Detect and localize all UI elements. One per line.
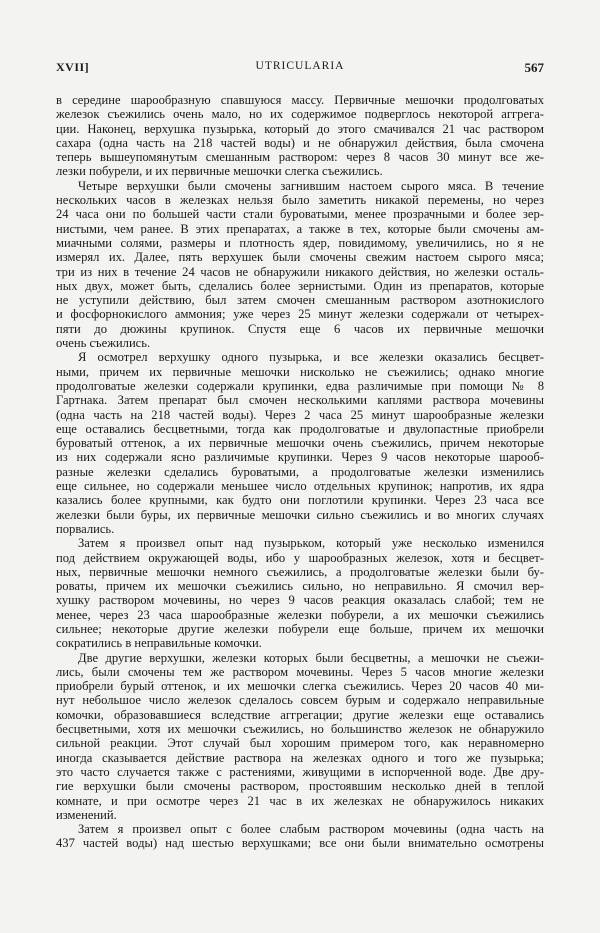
text-line: Две другие верхушки, железки которых были бесцветны, а мешочки не съежи- [78,650,544,665]
text-line: сахара (одна часть на 218 частей воды) и не обнаружил действия, была смочена [56,135,544,150]
text-line: три из них в течение 24 часов не обнаружили никакого действия, но железки осталь- [56,264,544,279]
text-line: изменений. [56,807,117,822]
running-title: UTRICULARIA [255,60,345,72]
text-line: Гартнака. Затем препарат был смочен несколькими каплями раствора мочевины [56,393,544,408]
text-line: и фосфорнокислого аммония; уже через 25 минут железки содержали от четырех- [56,307,544,322]
text-line: Четыре верхушки были смочены загнившим настоем сырого мяса. В течение [78,178,544,193]
text-line: ными, причем их первичные мешочки нисколько не съежились; однако многие [56,364,544,379]
text-line: комнате, и при осмотре через 21 час в их железках не обнаружилось никаких [56,793,544,808]
text-line: продолговатые железки содержали крупинки, едва различимые при помощи № 8 [56,378,544,393]
text-line: роваты, причем их мешочки съежились сильно, но неправильно. Я смочил вер- [56,579,544,594]
text-line: сократились в неправильные комочки. [56,636,262,651]
text-line: гие верхушки были смочены раствором, простоявшим несколько дней в теплой [56,779,544,794]
text-line: еще оставались бесцветными, тогда как продолговатые и двулопастные приобрели [56,421,544,436]
text-line: измерял их. Далее, пять верхушек были смочены свежим настоем сырого мяса; [56,250,544,265]
text-line: еще сильнее, но содержали меньшее число отдельных крупинок; напротив, их ядра [56,479,544,494]
text-line: менее, через 23 часа шарообразные железки побурели, а их мешочки съежились [56,607,544,622]
text-line: пяти до дюжины крупинок. Спустя еще 6 часов их первичные мешочки [56,321,544,336]
text-line: бесцветными, хотя их мешочки съежились, но большинство железок не обнаружило [56,722,544,737]
text-line: нут небольшое число железок сделалось совсем бурым и содержало неправильные [56,693,544,708]
text-line: сильной реакции. Этот случай был хорошим примером того, как неравномерно [56,736,544,751]
text-line: нескольких часов в железках нельзя было заметить никакой перемены, но через [56,193,544,208]
text-line: железок съежились очень мало, но их содержимое подверглось некоторой аггрега- [56,107,544,122]
text-line: разные железки сделались буроватыми, а продолговатые железки изменились [56,464,544,479]
text-line: казались более крупными, как будто они поглотили крупинки. Через 23 часа все [56,493,544,508]
text-line: под действием окружающей воды, ибо у шарообразных железок, хотя и бесцвет- [56,550,544,565]
text-line: очень съежились. [56,336,151,351]
text-line: теперь вышеупомянутым смешанным раствором: через 8 часов 30 минут все же- [56,150,544,165]
text-line: комочки, образовавшиеся вследствие аггрегации; другие железки еще оставались [56,707,544,722]
text-line: лись, были смочены тем же раствором мочевины. Через 5 часов многие железки [56,664,544,679]
paragraph [56,651,544,823]
text-line: буроватый оттенок, а их первичные мешочки очень съежились, причем некоторые [56,436,544,451]
text-line: 437 частей воды) над шестью верхушками; все они были внимательно осмотрены [56,836,544,851]
text-line: Я осмотрел верхушку одного пузырька, и все железки оказались бесцвет- [78,350,544,365]
text-line: (одна часть на 218 частей воды). Через 2 часа 25 минут шарообразные железки [56,407,544,422]
paragraph [56,536,544,650]
text-line: приобрели бурый оттенок, и их мешочки слегка съежились. Через 20 часов 40 ми- [56,679,544,694]
paragraph [56,350,544,536]
text-line: железки были буры, их первичные мешочки сильно съежились и во многих случаях [56,507,544,522]
text-line: Затем я произвел опыт над пузырьком, который уже несколько изменился [78,536,544,551]
text-line: ных двух, может быть, сделались более зернистыми. Один из препаратов, которые [56,278,544,293]
text-line: ции. Наконец, верхушка пузырька, который до этого смачивался 21 час раствором [56,121,544,136]
paragraph [56,93,544,179]
text-line: Затем я произвел опыт с более слабым раствором мочевины (одна часть на [78,822,544,837]
paragraph [56,179,544,351]
text-line: лезки побурели, и их первичные мешочки слегка съежились. [56,164,383,179]
chapter-number: XVII] [56,60,90,74]
text-line: не уступили действию, был затем смочен смешанным раствором азотнокислого [56,293,544,308]
text-line: 24 часа они по большей части стали буроватыми, менее прозрачными и более зер- [56,207,544,222]
running-header [56,60,544,76]
page-body-text [56,93,544,851]
text-line: это часто случается также с растениями, живущими в испорченной воде. Две дру- [56,764,544,779]
page-number: 567 [524,60,544,75]
text-line: хушку раствором мочевины, но через 9 часов реакция оказалась слабой; тем не [56,593,544,608]
text-line: сильнее; некоторые другие железки побурели еще больше, причем их мешочки [56,621,544,636]
text-line: в середине шарообразную спавшуюся массу. Первичные мешочки продолговатых [56,93,544,107]
text-line: ных, первичные мешочки немного съежились, а продолговатые железки были бу- [56,564,544,579]
text-line: нистыми, чем ранее. В этих препаратах, а также в тех, которые были смочены ам- [56,221,544,236]
text-line: порвались. [56,521,115,536]
paragraph [56,822,544,851]
text-line: иногда сказывается действие раствора на железках одного и того же пузырька; [56,750,544,765]
text-line: из них содержали ясно различимые крупинки. Через 9 часов некоторые шарооб- [56,450,544,465]
text-line: миачными солями, размеры и плотность ядер, повидимому, увеличились, но я не [56,235,544,250]
